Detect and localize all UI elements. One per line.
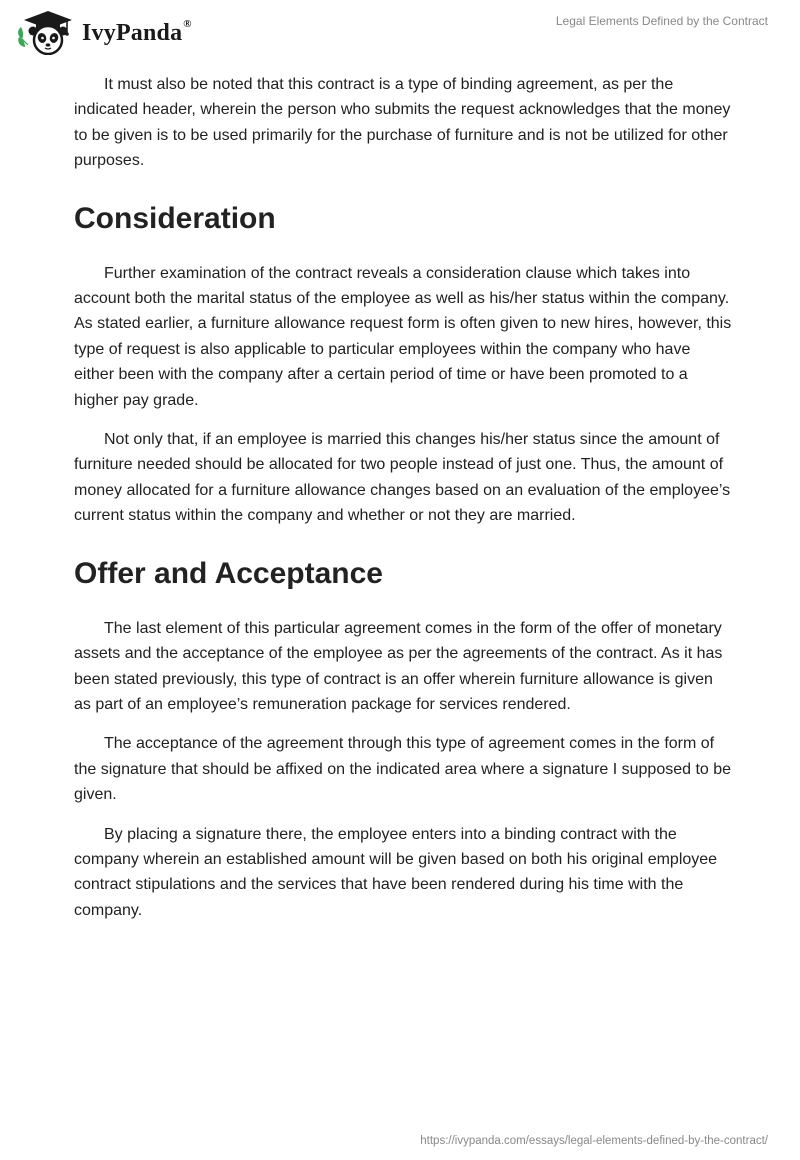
paragraph: The acceptance of the agreement through this type of agreement comes in the form of the signature that should be affixed on the indicated area where a signature I supposed to be given. — [74, 735, 732, 804]
paragraph: Not only that, if an employee is married this changes his/her status since the amount of furniture needed should be allocated for two people instead of just one. Thus, the amount of money allocated for a furniture allowance changes based on an evaluation of the employee’s current status within the company and whether or not they are married. — [74, 431, 731, 525]
intro-paragraph: It must also be noted that this contract is a type of binding agreement, as per the indicated header, wherein the person who submits the request acknowledges that the money to be given is to be used primarily for the purchase of furniture and is not be utilized for other purposes. — [74, 76, 731, 170]
brand-name: IvyPanda® — [82, 17, 192, 46]
paragraph: Further examination of the contract reveals a consideration clause which takes into account both the marital status of the employee as well as his/her status within the company. As stated earlier, a furniture allowance request form is often given to new hires, however, this type of request is also applicable to particular employees within the company who have either been with the company after a certain period of time or have been promoted to a higher pay grade. — [74, 264, 732, 409]
section-heading-consideration: Consideration — [74, 201, 276, 235]
panda-graduate-icon — [16, 9, 76, 55]
page-header — [0, 0, 800, 60]
ivypanda-logo[interactable] — [16, 9, 192, 55]
section-heading-offer-and-acceptance: Offer and Acceptance — [74, 556, 383, 590]
source-url-link[interactable]: https://ivypanda.com/essays/legal-elements-defined-by-the-contract/ — [420, 1135, 768, 1147]
paragraph: By placing a signature there, the employee enters into a binding contract with the company wherein an established amount will be given based on both his original employee contract stipulations and the services that have been rendered during his time with the company. — [74, 825, 718, 919]
paragraph: The last element of this particular agreement comes in the form of the offer of monetary assets and the acceptance of the employee as per the agreements of the contract. As it has been stated previously, this type of contract is an offer wherein furniture allowance is given as part of an employee’s remuneration package for services rendered. — [74, 619, 723, 713]
document-title: Legal Elements Defined by the Contract — [555, 14, 768, 28]
essay-content — [74, 72, 734, 937]
